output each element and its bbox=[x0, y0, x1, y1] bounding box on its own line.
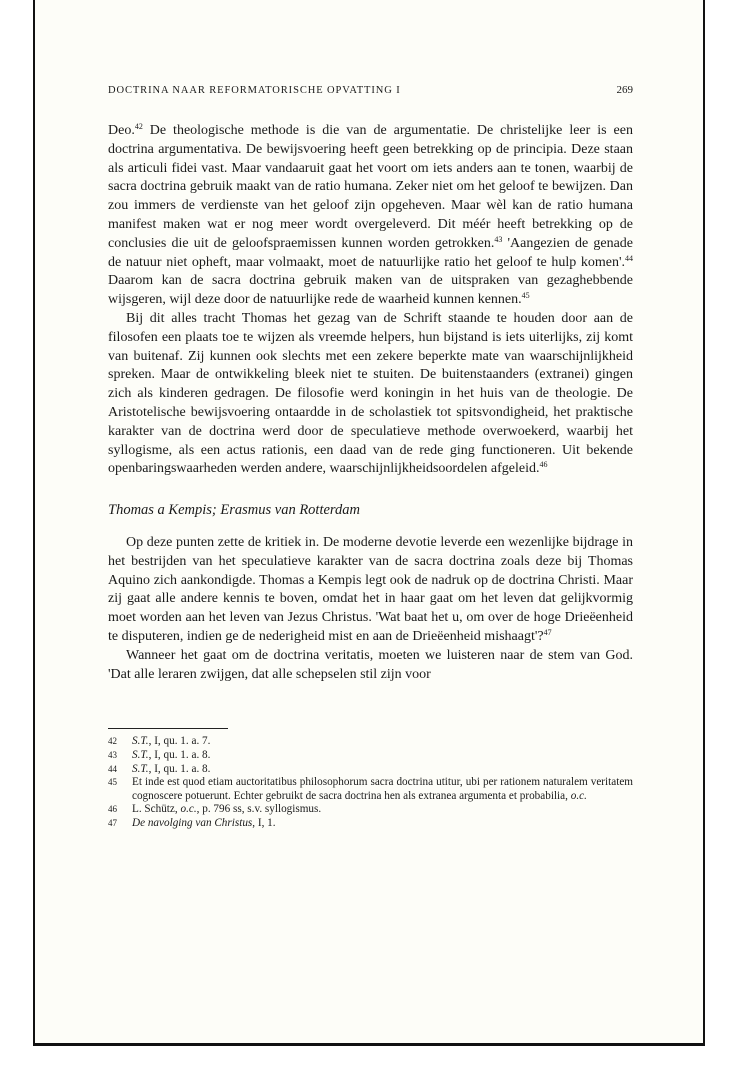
text-run: Deo. bbox=[108, 123, 135, 138]
footnote-number: 45 bbox=[108, 777, 117, 788]
footnote bbox=[108, 776, 633, 803]
footnote-ref: 45 bbox=[521, 291, 530, 301]
footnote-ref: 47 bbox=[543, 627, 552, 637]
italic-text: S.T. bbox=[132, 762, 149, 775]
running-head-title: DOCTRINA NAAR REFORMATORISCHE OPVATTING I bbox=[108, 85, 401, 96]
text-run: De theologische methode is die van de argumentatie. De christelijke leer is een doctrina argumentativa. De bewijsvoering heeft geen betrekking op de principia. Deze staan als articuli fidei vast. Maar vandaaruit gaat het voort om iets anders aan te tonen, waarbij de sacra doctrina gebruik maakt van de ratio humana. Zeker niet om het geloof te bewijzen. Dan zou immers de verdienste van het geloof zijn opgeheven. Maar wèl kan de ratio humana manifest maken wat er nog meer wordt overgeleverd. Dit méér heeft betrekking op de conclusies die uit de geloofspraemissen kunnen worden getrokken. bbox=[108, 123, 633, 251]
footnote-number: 46 bbox=[108, 804, 117, 815]
text-run: , I, qu. 1. a. 8. bbox=[148, 748, 211, 761]
footnote bbox=[108, 803, 633, 817]
footnote bbox=[108, 763, 633, 777]
footnote-rule bbox=[108, 728, 228, 729]
footnote bbox=[108, 735, 633, 749]
paragraph bbox=[108, 122, 633, 310]
italic-text: S.T. bbox=[132, 748, 149, 761]
scan-edge-bottom bbox=[33, 1043, 705, 1046]
scan-edge-right bbox=[703, 0, 705, 1045]
footnote-ref: 44 bbox=[625, 253, 633, 263]
paragraph bbox=[108, 310, 633, 479]
footnote-number: 42 bbox=[108, 736, 117, 747]
text-run: Op deze punten zette de kritiek in. De moderne devotie leverde een wezenlijke bijdrage in het bestrijden van het speculatieve karakter van de sacra doctrina zoals deze bij Thomas Aquino zich aankondigde. Thomas a Kempis legt ook de nadruk op de doctrina Christi. Maar zij gaat alle andere kennis te boven, omdat het in haar gaat om het leven dat gelijkvormig moet worden aan het leven van Jezus Christus. 'Wat baat het u, om over de hoge Drieëenheid te disputeren, indien ge de nederigheid mist en aan de Drieëenheid mishaagt'? bbox=[108, 534, 633, 644]
footnote-text bbox=[132, 735, 633, 749]
italic-text: De navolging van Christus bbox=[132, 816, 253, 829]
italic-text: o.c. bbox=[180, 803, 197, 816]
footnote-ref: 46 bbox=[539, 460, 548, 470]
footnote-number: 43 bbox=[108, 749, 117, 760]
footnote-text bbox=[132, 763, 633, 777]
footnote-text bbox=[132, 749, 633, 763]
body-text bbox=[108, 122, 633, 684]
text-run: L. Schütz, bbox=[132, 803, 181, 816]
footnote-text bbox=[132, 776, 633, 803]
text-run: Daarom kan de sacra doctrina gebruik maken van de uitspraken van gezaghebbende wijsgeren, wijl deze door de natuurlijke rede de waarheid kunnen kennen. bbox=[108, 273, 633, 308]
italic-text: S.T. bbox=[132, 735, 149, 748]
page-content bbox=[108, 84, 633, 830]
footnote bbox=[108, 817, 633, 831]
paragraph bbox=[108, 534, 633, 647]
footnote-number: 47 bbox=[108, 817, 117, 828]
footnote-ref: 43 bbox=[494, 234, 503, 244]
text-run: , I, qu. 1. a. 7. bbox=[148, 735, 211, 748]
text-run: , p. 796 ss, s.v. syllogismus. bbox=[196, 803, 322, 816]
footnote-text bbox=[132, 817, 633, 831]
page-number: 269 bbox=[616, 84, 633, 96]
footnote-ref: 42 bbox=[134, 122, 143, 131]
section-heading: Thomas a Kempis; Erasmus van Rotterdam bbox=[108, 502, 361, 519]
text-run: , I, qu. 1. a. 8. bbox=[148, 762, 211, 775]
running-head bbox=[108, 84, 633, 98]
book-page bbox=[35, 0, 703, 1043]
text-run: Wanneer het gaat om de doctrina veritatis, moeten we luisteren naar de stem van God. 'Dat alle leraren zwijgen, dat alle schepselen stil zijn voor bbox=[108, 647, 633, 682]
footnote-text bbox=[132, 803, 633, 817]
text-run: Et inde est quod etiam auctoritatibus philosophorum sacra doctrina utitur, ubi per rationem naturalem veritatem cognoscere potuerunt. Echter gebruikt de sacra doctrina hen als extranea argumenta et probabilia, bbox=[132, 776, 633, 802]
paragraphs-after-heading bbox=[108, 534, 633, 684]
footnotes bbox=[108, 735, 633, 830]
italic-text: o.c. bbox=[570, 789, 587, 802]
text-run: Bij dit alles tracht Thomas het gezag van de Schrift staande te houden door aan de filosofen een plaats toe te wijzen als vreemde helpers, hun bijstand is iets uiterlijks, zij komt van buitenaf. Zij kunnen ook slechts met een zekere beperkte mate van waarschijnlijkheid spreken. Maar de ontwikkeling bleek niet te stuiten. De buitenstaanders (extranei) gingen zich als kinderen gedragen. De filosofie werd koningin in het huis van de theologie. De Aristotelische bewijsvoering ontaardde in de scholastiek tot spitsvondigheid, het praktische karakter van de doctrina werd door de speculatieve methode overwoekerd, waarbij het syllogisme, als een actus rationis, een daad van de rede ging functioneren. Uit bekende openbaringswaarheden werden andere, waarschijnlijkheidsoordelen afgeleid. bbox=[108, 310, 633, 477]
text-run: , I, 1. bbox=[252, 816, 276, 829]
paragraphs-before-heading bbox=[108, 122, 633, 479]
paragraph bbox=[108, 647, 633, 685]
footnote-number: 44 bbox=[108, 763, 117, 774]
text-run: 'Aangezien de genade de natuur niet opheft, maar volmaakt, moet de natuurlijke ratio het geloof te hulp komen'. bbox=[108, 235, 634, 270]
footnote bbox=[108, 749, 633, 763]
